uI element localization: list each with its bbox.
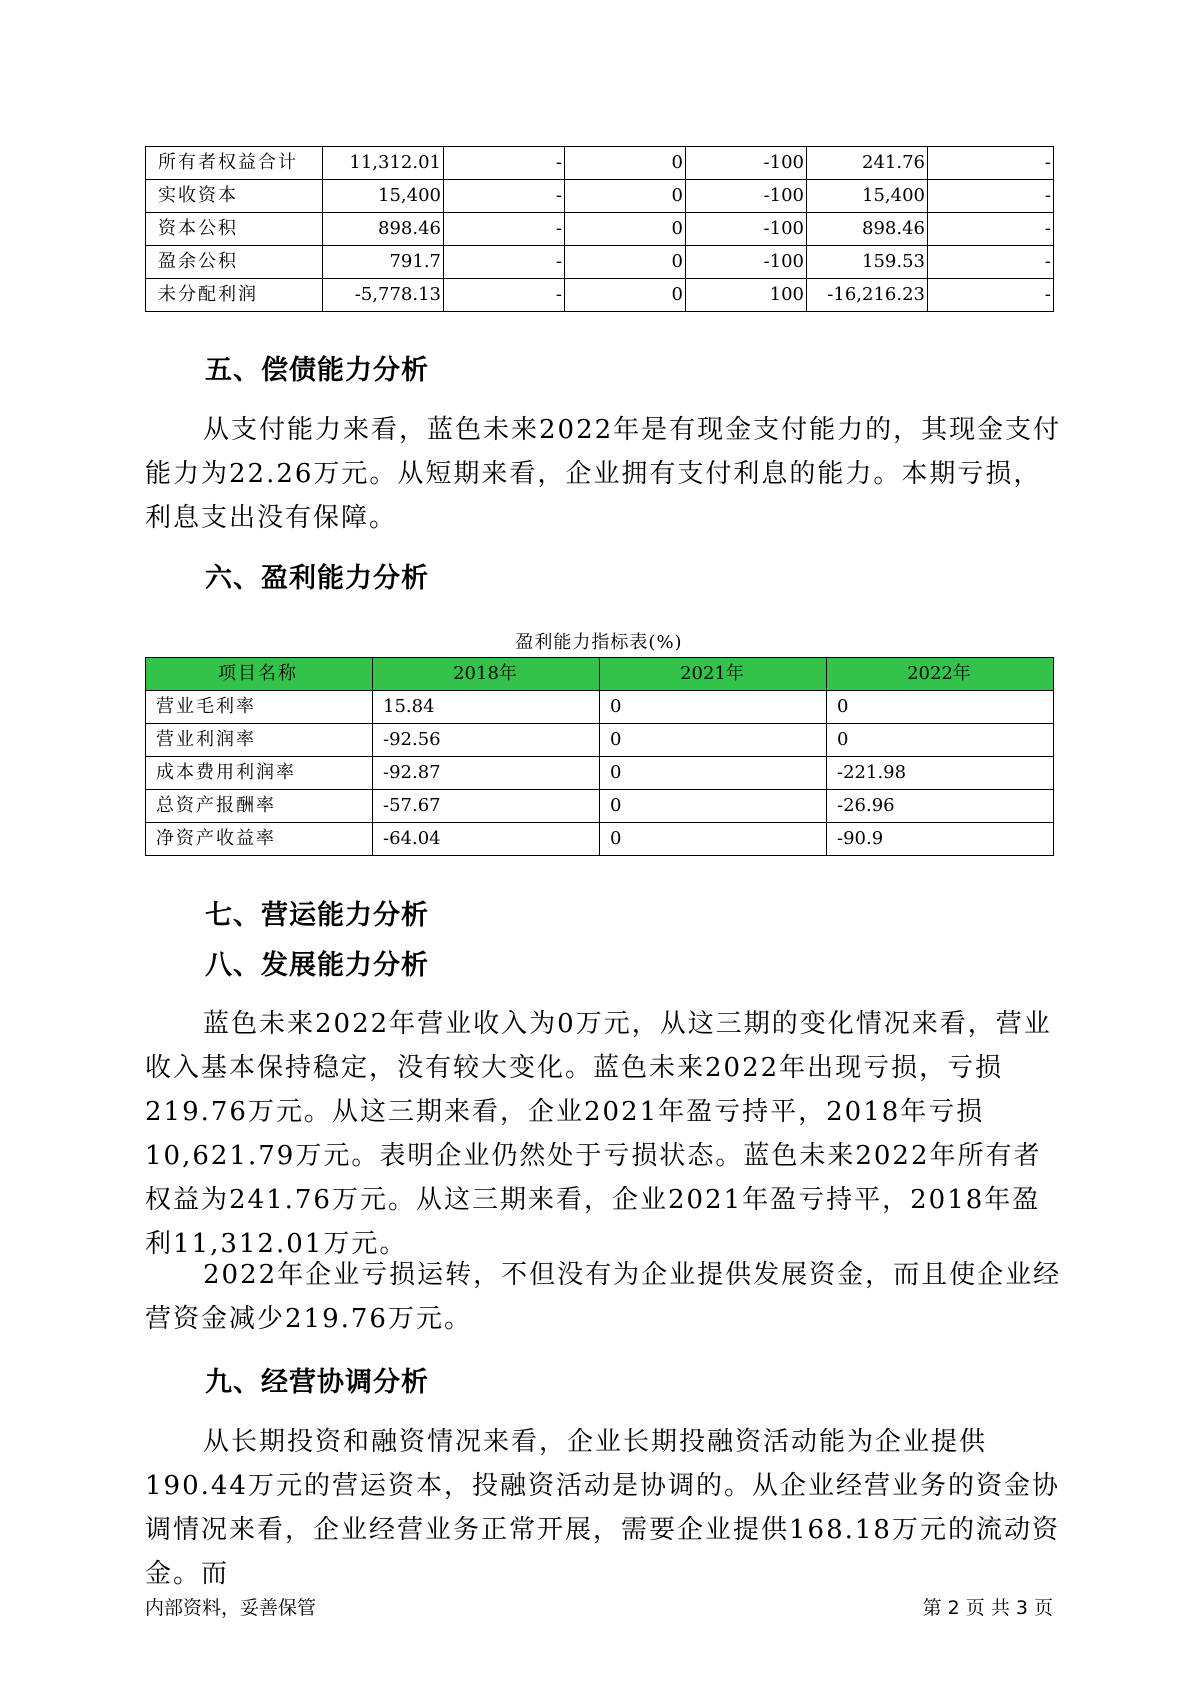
profit-table-caption: 盈利能力指标表(%) [515,632,683,653]
table-cell: -57.67 [373,790,600,823]
table-cell: 0 [600,823,827,856]
row-label: 成本费用利润率 [146,757,373,790]
table-row [146,147,1054,180]
column-header: 2022年 [827,658,1054,691]
table-cell: 11,312.01 [323,147,444,180]
column-header: 2018年 [373,658,600,691]
table-cell: -5,778.13 [323,279,444,312]
table-cell: 0 [565,213,686,246]
table-row [146,790,1054,823]
table-cell: -100 [686,246,807,279]
table-cell: 0 [827,724,1054,757]
equity-table [145,146,1054,312]
table-cell: 15,400 [323,180,444,213]
table-cell: 0 [565,180,686,213]
section-5-paragraph: 从支付能力来看，蓝色未来2022年是有现金支付能力的，其现金支付能力为22.26万元。从短期来看，企业拥有支付利息的能力。本期亏损，利息支出没有保障。 [145,415,1062,533]
table-cell: -100 [686,213,807,246]
table-cell: 0 [565,147,686,180]
table-cell: - [444,147,565,180]
table-row [146,180,1054,213]
table-cell: 159.53 [807,246,928,279]
table-cell: -92.56 [373,724,600,757]
table-row [146,213,1054,246]
table-cell: -221.98 [827,757,1054,790]
table-cell: 0 [565,279,686,312]
row-label: 净资产收益率 [146,823,373,856]
table-cell: - [444,246,565,279]
table-row [146,757,1054,790]
table-header-row [146,658,1054,691]
table-cell: -100 [686,180,807,213]
table-cell: -100 [686,147,807,180]
table-cell: -64.04 [373,823,600,856]
section-5-heading: 五、偿债能力分析 [205,355,429,386]
column-header: 2021年 [600,658,827,691]
row-label: 盈余公积 [146,246,323,279]
table-cell: 15.84 [373,691,600,724]
table-cell: - [928,147,1054,180]
table-cell: - [928,279,1054,312]
table-row [146,823,1054,856]
row-label: 所有者权益合计 [146,147,323,180]
table-cell: 0 [565,246,686,279]
row-label: 营业毛利率 [146,691,373,724]
section-6-heading: 六、盈利能力分析 [205,563,429,594]
table-cell: 241.76 [807,147,928,180]
table-cell: 15,400 [807,180,928,213]
section-9-paragraph: 从长期投资和融资情况来看，企业长期投融资活动能为企业提供190.44万元的营运资本，投融资活动是协调的。从企业经营业务的资金协调情况来看，企业经营业务正常开展，需要企业提供168.18万元的流动资金。而 [145,1427,1060,1589]
table-cell: 100 [686,279,807,312]
table-cell: -26.96 [827,790,1054,823]
table-cell: - [444,279,565,312]
table-cell: - [444,180,565,213]
table-cell: 0 [600,691,827,724]
section-8-heading: 八、发展能力分析 [205,950,429,981]
table-cell: - [444,213,565,246]
table-cell: 0 [827,691,1054,724]
section-9-heading: 九、经营协调分析 [205,1367,429,1398]
table-cell: 0 [600,724,827,757]
row-label: 实收资本 [146,180,323,213]
row-label: 营业利润率 [146,724,373,757]
table-cell: -90.9 [827,823,1054,856]
section-8-paragraph-2: 2022年企业亏损运转，不但没有为企业提供发展资金，而且使企业经营资金减少219.76万元。 [145,1260,1062,1334]
table-row [146,724,1054,757]
table-cell: -16,216.23 [807,279,928,312]
table-cell: 898.46 [323,213,444,246]
table-cell: 0 [600,790,827,823]
table-cell: -92.87 [373,757,600,790]
table-cell: - [928,246,1054,279]
table-row [146,246,1054,279]
table-row [146,691,1054,724]
table-cell: - [928,180,1054,213]
row-label: 资本公积 [146,213,323,246]
table-cell: 0 [600,757,827,790]
table-cell: 791.7 [323,246,444,279]
section-7-heading: 七、营运能力分析 [205,900,429,931]
footer-page-number: 第 2 页 共 3 页 [922,1597,1053,1619]
row-label: 未分配利润 [146,279,323,312]
table-row [146,279,1054,312]
column-header: 项目名称 [146,658,373,691]
table-cell: - [928,213,1054,246]
table-cell: 898.46 [807,213,928,246]
profitability-table [145,657,1054,856]
footer-confidential-note: 内部资料，妥善保管 [145,1597,317,1619]
section-8-paragraph-1: 蓝色未来2022年营业收入为0万元，从这三期的变化情况来看，营业收入基本保持稳定，没有较大变化。蓝色未来2022年出现亏损，亏损219.76万元。从这三期来看，企业2021年盈亏持平，2018年亏损10,621.79万元。表明企业仍然处于亏损状态。蓝色未来2022年所有者权益为241.76万元。从这三期来看，企业2021年盈亏持平，2018年盈利11,312.01万元。 [145,1009,1052,1259]
row-label: 总资产报酬率 [146,790,373,823]
